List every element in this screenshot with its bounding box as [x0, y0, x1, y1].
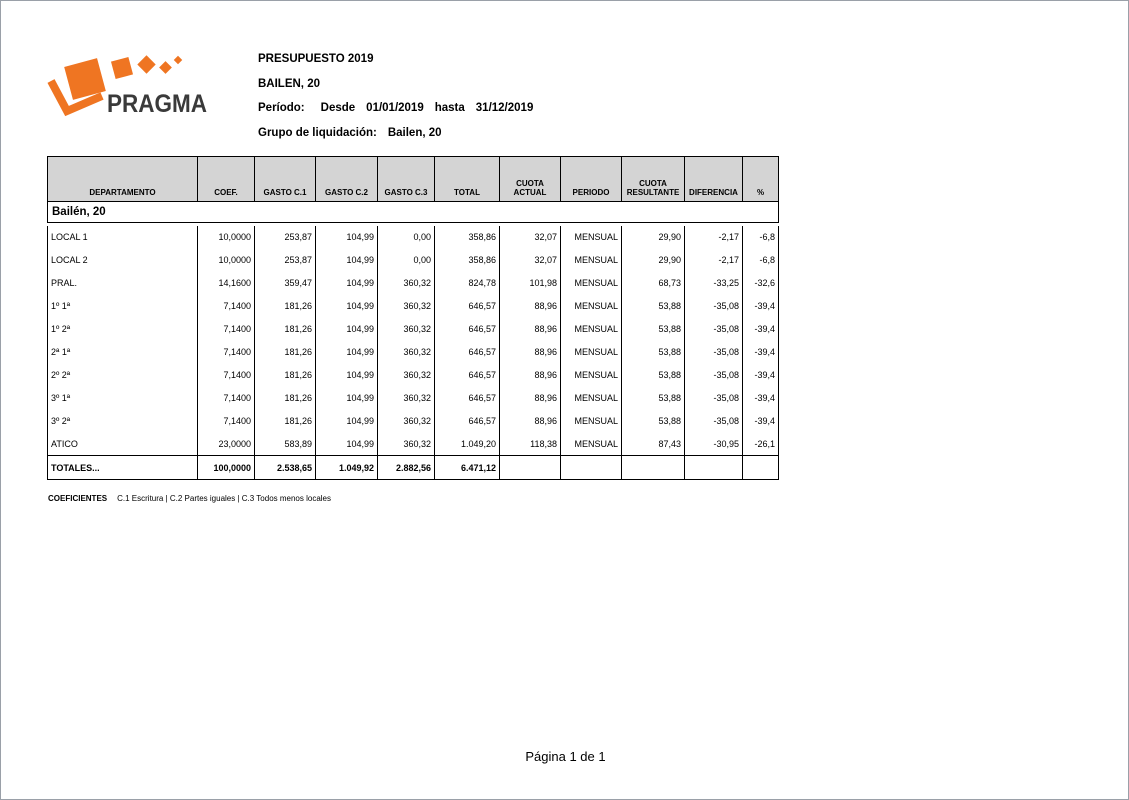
value-cell: 104,99 — [316, 272, 378, 295]
value-cell: 181,26 — [255, 341, 316, 364]
value-cell: 104,99 — [316, 249, 378, 272]
value-cell: 646,57 — [435, 318, 500, 341]
value-cell: -35,08 — [685, 364, 743, 387]
value-cell: -35,08 — [685, 295, 743, 318]
col-percent: % — [743, 157, 779, 202]
value-cell: 360,32 — [378, 295, 435, 318]
value-cell: 87,43 — [622, 433, 685, 456]
totals-value-cell: 6.471,12 — [435, 456, 500, 480]
value-cell: -39,4 — [743, 364, 779, 387]
value-cell: 53,88 — [622, 364, 685, 387]
department-cell: LOCAL 1 — [48, 226, 198, 249]
value-cell: 29,90 — [622, 249, 685, 272]
value-cell: -35,08 — [685, 410, 743, 433]
value-cell: -35,08 — [685, 387, 743, 410]
value-cell: 88,96 — [500, 410, 561, 433]
value-cell: 359,47 — [255, 272, 316, 295]
table-row — [48, 318, 779, 341]
period-from-value: 01/01/2019 — [366, 102, 424, 114]
value-cell: 101,98 — [500, 272, 561, 295]
value-cell: 23,0000 — [198, 433, 255, 456]
totals-value-cell — [561, 456, 622, 480]
totals-value-cell — [685, 456, 743, 480]
value-cell: -39,4 — [743, 410, 779, 433]
col-cuota-actual: CUOTA ACTUAL — [500, 157, 561, 202]
value-cell: 7,1400 — [198, 387, 255, 410]
totals-value-cell — [622, 456, 685, 480]
value-cell: 7,1400 — [198, 410, 255, 433]
group-value: Bailen, 20 — [387, 127, 442, 139]
value-cell: -2,17 — [685, 249, 743, 272]
value-cell: MENSUAL — [561, 410, 622, 433]
col-diferencia: DIFERENCIA — [685, 157, 743, 202]
col-coef: COEF. — [198, 157, 255, 202]
col-cuota-resultante: CUOTA RESULTANTE — [622, 157, 685, 202]
value-cell: 1.049,20 — [435, 433, 500, 456]
value-cell: 104,99 — [316, 318, 378, 341]
group-header-label: Bailén, 20 — [48, 202, 779, 223]
report-title: PRESUPUESTO 2019 — [258, 53, 374, 65]
totals-value-cell: 2.538,65 — [255, 456, 316, 480]
header-row — [48, 157, 779, 202]
value-cell: 104,99 — [316, 433, 378, 456]
value-cell: 646,57 — [435, 364, 500, 387]
table-body — [48, 226, 779, 456]
value-cell: 360,32 — [378, 318, 435, 341]
value-cell: 181,26 — [255, 410, 316, 433]
value-cell: 104,99 — [316, 295, 378, 318]
value-cell: 53,88 — [622, 295, 685, 318]
value-cell: 646,57 — [435, 387, 500, 410]
table-row — [48, 410, 779, 433]
coefficients-footnote — [48, 494, 331, 503]
totals-value-cell — [500, 456, 561, 480]
value-cell: 583,89 — [255, 433, 316, 456]
value-cell: -35,08 — [685, 318, 743, 341]
value-cell: -6,8 — [743, 249, 779, 272]
liquidation-group — [258, 127, 442, 139]
period-from-label: Desde — [320, 102, 356, 114]
col-gasto-c2: GASTO C.2 — [316, 157, 378, 202]
col-gasto-c3: GASTO C.3 — [378, 157, 435, 202]
budget-table-container — [47, 156, 778, 480]
period-label: Período: — [258, 102, 305, 114]
value-cell: 646,57 — [435, 341, 500, 364]
value-cell: MENSUAL — [561, 433, 622, 456]
table-header — [48, 157, 779, 202]
value-cell: -39,4 — [743, 295, 779, 318]
value-cell: 360,32 — [378, 387, 435, 410]
value-cell: 360,32 — [378, 272, 435, 295]
totals-label-cell: TOTALES... — [48, 456, 198, 480]
value-cell: MENSUAL — [561, 341, 622, 364]
totals-value-cell — [743, 456, 779, 480]
value-cell: 104,99 — [316, 410, 378, 433]
table-row — [48, 272, 779, 295]
logo-diamond-2 — [159, 61, 172, 74]
value-cell: -39,4 — [743, 318, 779, 341]
value-cell: 181,26 — [255, 364, 316, 387]
value-cell: MENSUAL — [561, 226, 622, 249]
value-cell: MENSUAL — [561, 295, 622, 318]
value-cell: 360,32 — [378, 364, 435, 387]
page-indicator: Página 1 de 1 — [525, 749, 606, 764]
value-cell: 824,78 — [435, 272, 500, 295]
col-gasto-c1: GASTO C.1 — [255, 157, 316, 202]
department-cell: 1º 1ª — [48, 295, 198, 318]
footnote-text: C.1 Escritura | C.2 Partes iguales | C.3 Todos menos locales — [117, 494, 332, 503]
period-to-value: 31/12/2019 — [475, 102, 534, 114]
value-cell: 360,32 — [378, 433, 435, 456]
footnote-label: COEFICIENTES — [48, 494, 108, 503]
brand-name: PRAGMA — [107, 90, 207, 117]
value-cell: 29,90 — [622, 226, 685, 249]
department-cell: 2º 2ª — [48, 364, 198, 387]
value-cell: 253,87 — [255, 249, 316, 272]
value-cell: 14,1600 — [198, 272, 255, 295]
table-row — [48, 249, 779, 272]
value-cell: 88,96 — [500, 364, 561, 387]
value-cell: 646,57 — [435, 295, 500, 318]
value-cell: -33,25 — [685, 272, 743, 295]
value-cell: 53,88 — [622, 387, 685, 410]
value-cell: -39,4 — [743, 341, 779, 364]
value-cell: 104,99 — [316, 341, 378, 364]
group-label: Grupo de liquidación: — [258, 127, 377, 139]
value-cell: 7,1400 — [198, 318, 255, 341]
value-cell: MENSUAL — [561, 249, 622, 272]
logo-diamond-1 — [137, 55, 155, 73]
value-cell: 181,26 — [255, 318, 316, 341]
group-header-row — [48, 202, 779, 223]
value-cell: 0,00 — [378, 249, 435, 272]
value-cell: -32,6 — [743, 272, 779, 295]
pragma-logo-graphic — [47, 51, 219, 117]
budget-table — [47, 156, 779, 480]
table-row — [48, 226, 779, 249]
department-cell: 3º 2ª — [48, 410, 198, 433]
value-cell: 88,96 — [500, 341, 561, 364]
value-cell: 7,1400 — [198, 364, 255, 387]
value-cell: MENSUAL — [561, 364, 622, 387]
totals-value-cell: 1.049,92 — [316, 456, 378, 480]
report-period — [258, 102, 533, 114]
value-cell: 646,57 — [435, 410, 500, 433]
logo-diamond-3 — [174, 56, 182, 64]
value-cell: 253,87 — [255, 226, 316, 249]
table-row — [48, 341, 779, 364]
value-cell: -39,4 — [743, 387, 779, 410]
table-row — [48, 364, 779, 387]
value-cell: 68,73 — [622, 272, 685, 295]
department-cell: ATICO — [48, 433, 198, 456]
department-cell: LOCAL 2 — [48, 249, 198, 272]
value-cell: MENSUAL — [561, 387, 622, 410]
value-cell: 358,86 — [435, 226, 500, 249]
value-cell: 10,0000 — [198, 226, 255, 249]
value-cell: 53,88 — [622, 410, 685, 433]
logo-square-medium — [111, 57, 133, 79]
department-cell: 3º 1ª — [48, 387, 198, 410]
department-cell: 2ª 1ª — [48, 341, 198, 364]
table-row — [48, 295, 779, 318]
value-cell: 104,99 — [316, 387, 378, 410]
value-cell: 358,86 — [435, 249, 500, 272]
value-cell: 7,1400 — [198, 295, 255, 318]
group-section — [48, 202, 779, 226]
value-cell: 10,0000 — [198, 249, 255, 272]
value-cell: 32,07 — [500, 249, 561, 272]
period-to-label: hasta — [434, 102, 465, 114]
value-cell: MENSUAL — [561, 272, 622, 295]
col-total: TOTAL — [435, 157, 500, 202]
value-cell: 88,96 — [500, 318, 561, 341]
value-cell: 88,96 — [500, 295, 561, 318]
totals-value-cell: 2.882,56 — [378, 456, 435, 480]
col-departamento: DEPARTAMENTO — [48, 157, 198, 202]
value-cell: 104,99 — [316, 364, 378, 387]
value-cell: 53,88 — [622, 318, 685, 341]
value-cell: -6,8 — [743, 226, 779, 249]
totals-section — [48, 456, 779, 480]
value-cell: 360,32 — [378, 341, 435, 364]
value-cell: 32,07 — [500, 226, 561, 249]
value-cell: -35,08 — [685, 341, 743, 364]
value-cell: 118,38 — [500, 433, 561, 456]
table-row — [48, 387, 779, 410]
value-cell: 181,26 — [255, 295, 316, 318]
pragma-logo — [47, 51, 219, 117]
totals-row — [48, 456, 779, 480]
value-cell: 181,26 — [255, 387, 316, 410]
value-cell: 88,96 — [500, 387, 561, 410]
value-cell: 104,99 — [316, 226, 378, 249]
value-cell: 53,88 — [622, 341, 685, 364]
table-row — [48, 433, 779, 456]
col-periodo: PERIODO — [561, 157, 622, 202]
value-cell: 7,1400 — [198, 341, 255, 364]
department-cell: PRAL. — [48, 272, 198, 295]
value-cell: -26,1 — [743, 433, 779, 456]
value-cell: MENSUAL — [561, 318, 622, 341]
value-cell: -30,95 — [685, 433, 743, 456]
value-cell: 0,00 — [378, 226, 435, 249]
report-subtitle: BAILEN, 20 — [258, 78, 320, 90]
value-cell: 360,32 — [378, 410, 435, 433]
totals-value-cell: 100,0000 — [198, 456, 255, 480]
value-cell: -2,17 — [685, 226, 743, 249]
department-cell: 1º 2ª — [48, 318, 198, 341]
